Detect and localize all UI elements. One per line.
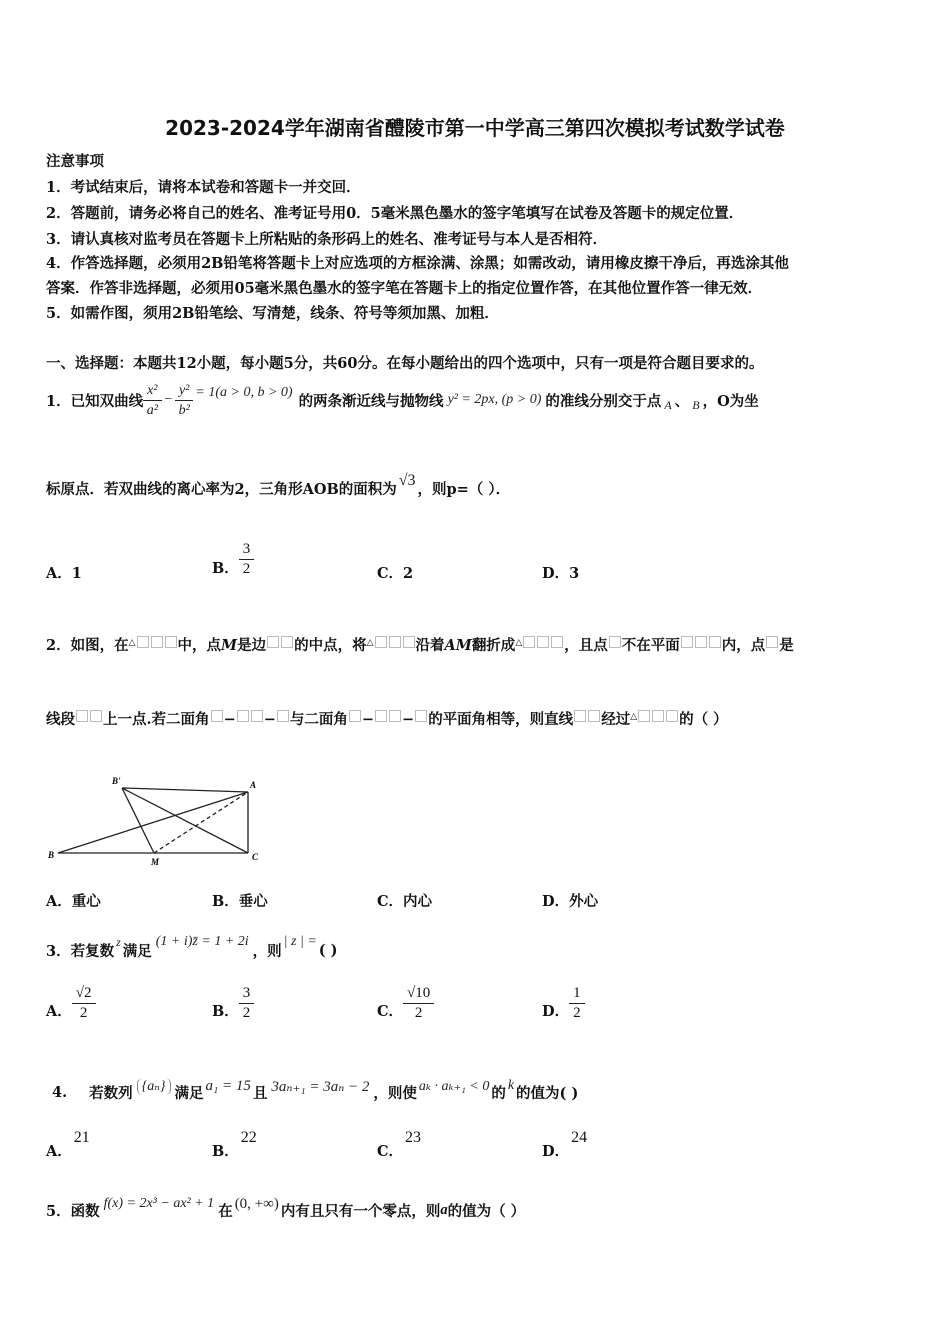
question-5: 5．函数 f(x) = 2x³ − ax² + 1 在 (0, +∞) 内有且只有一个零点，则 a 的值为（ ） xyxy=(46,1195,526,1220)
q2-option-c: C．内心 xyxy=(377,893,433,910)
page-title: 2023-2024学年湖南省醴陵市第一中学高三第四次模拟考试数学试卷 xyxy=(165,116,785,140)
note-item: 4．作答选择题，必须用2B铅笔将答题卡上对应选项的方框涂满、涂黑；如需改动，请用橡皮擦干净后，再选涂其他 xyxy=(46,255,789,272)
q1-point-a: A xyxy=(664,397,672,412)
q3-equation: (1 + i)z̄ = 1 + 2i xyxy=(155,934,249,949)
note-item: 2．答题前，请务必将自己的姓名、准考证号用0．5毫米黑色墨水的签字笔填写在试卷及答题卡的规定位置． xyxy=(46,205,744,222)
q4-seq: {aₙ} xyxy=(137,1078,171,1095)
label-a: A xyxy=(250,780,257,790)
q1-parabola: y² = 2px, (p > 0) xyxy=(447,392,542,407)
question-2-line1: 2．如图，在△ 中，点M是边 的中点，将△ 沿着AM翻折成△ ，且点 不在平面 内，点 是 xyxy=(46,637,794,654)
question-3: 3．若复数 z 满足 (1 + i)z̄ = 1 + 2i ，则 | z | = ( ) xyxy=(46,934,338,960)
note-item: 1．考试结束后，请将本试卷和答题卡一并交回． xyxy=(46,179,361,196)
q1-frac-x: $\frac{\text{x²}}{\text{a²}}$ xyxy=(143,381,161,420)
notes-heading: 注意事项 xyxy=(46,153,104,170)
q3-option-c: C． $\frac{√10}{2}$ xyxy=(377,984,434,1023)
q1-minus: − xyxy=(163,392,173,407)
q1-sqrt3: √3 xyxy=(398,471,416,489)
q3-option-a: A． $\frac{√2}{2}$ xyxy=(46,984,96,1023)
edge-b-a xyxy=(58,792,248,853)
q1-line2-end: ，则p=（ ）． xyxy=(417,481,511,498)
q4-option-d: D．24 xyxy=(542,1129,588,1160)
question-4: 4. 若数列 {aₙ} 满足 a₁ = 15 且 3aₙ₊₁ = 3aₙ − 2 ，则使 aₖ · aₖ₊₁ < 0 的 k 的值为( ) xyxy=(52,1077,579,1102)
q1-mid-text: 的两条渐近线与抛物线 xyxy=(298,392,444,410)
q3-abs: | z | = xyxy=(283,934,317,949)
question-1 xyxy=(46,380,759,420)
q2-option-a: A．重心 xyxy=(46,893,101,910)
edge-m-a-dashed xyxy=(154,792,248,853)
label-b-prime: B' xyxy=(112,776,121,786)
edge-b1-a xyxy=(122,788,248,792)
question-1-line2 xyxy=(46,471,511,499)
question-2-line2: 线段 上一点.若二面角 − − 与二面角 − − 的平面角相等，则直线 经过△ 的（ ） xyxy=(46,711,728,728)
note-item: 答案．作答非选择题，必须用05毫米黑色墨水的签字笔在答题卡上的指定位置作答，在其他位置作答一律无效． xyxy=(46,280,763,297)
q1-condition: = 1(a > 0, b > 0) xyxy=(195,385,293,400)
q1-prefix: 1．已知双曲线 xyxy=(46,392,144,410)
label-m: M xyxy=(151,857,160,867)
q2-figure xyxy=(44,772,274,868)
q3-option-b: B． $\frac{3}{2}$ xyxy=(212,984,254,1023)
q5-function: f(x) = 2x³ − ax² + 1 xyxy=(103,1196,215,1211)
q4-option-c: C．23 xyxy=(377,1129,422,1160)
q4-a1: a₁ = 15 xyxy=(205,1077,251,1094)
note-item: 3．请认真核对监考员在答题卡上所粘贴的条形码上的姓名、准考证号与本人是否相符． xyxy=(46,231,608,248)
q4-inequality: aₖ · aₖ₊₁ < 0 xyxy=(418,1078,490,1094)
q1-option-b: B． $\frac{3}{2}$ xyxy=(212,536,254,582)
q1-frac-y: $\frac{\text{y²}}{\text{b²}}$ xyxy=(175,381,193,420)
q3-option-d: D． $\frac{1}{2}$ xyxy=(542,984,585,1023)
q1-tail: 的准线分别交于点 xyxy=(545,392,662,410)
edge-b1-m xyxy=(122,788,154,853)
q4-recurrence: 3aₙ₊₁ = 3aₙ − 2 xyxy=(271,1078,370,1095)
q5-interval: (0, +∞) xyxy=(234,1195,279,1212)
q4-option-a: A．21 xyxy=(46,1129,90,1160)
note-item: 5．如需作图，须用2B铅笔绘、写清楚，线条、符号等须加黑、加粗． xyxy=(46,305,499,322)
q2-option-d: D．外心 xyxy=(542,893,599,910)
q1-line2: 标原点．若双曲线的离心率为2，三角形AOB的面积为 xyxy=(46,481,397,498)
q1-option-a: A．1 xyxy=(46,565,82,582)
label-b: B xyxy=(48,850,55,860)
section-heading: 一、选择题：本题共12小题，每小题5分，共60分。在每小题给出的四个选项中，只有一项是符合题目要求的。 xyxy=(46,355,764,372)
q2-option-b: B．垂心 xyxy=(212,893,268,910)
q4-option-b: B．22 xyxy=(212,1129,257,1160)
q1-option-c: C．2 xyxy=(377,565,414,582)
label-c: C xyxy=(252,852,259,862)
q1-option-d: D．3 xyxy=(542,565,580,582)
q1-sep: 、 xyxy=(674,392,690,410)
q1-end: ，O为坐 xyxy=(702,392,759,410)
q1-point-b: B xyxy=(692,397,700,412)
